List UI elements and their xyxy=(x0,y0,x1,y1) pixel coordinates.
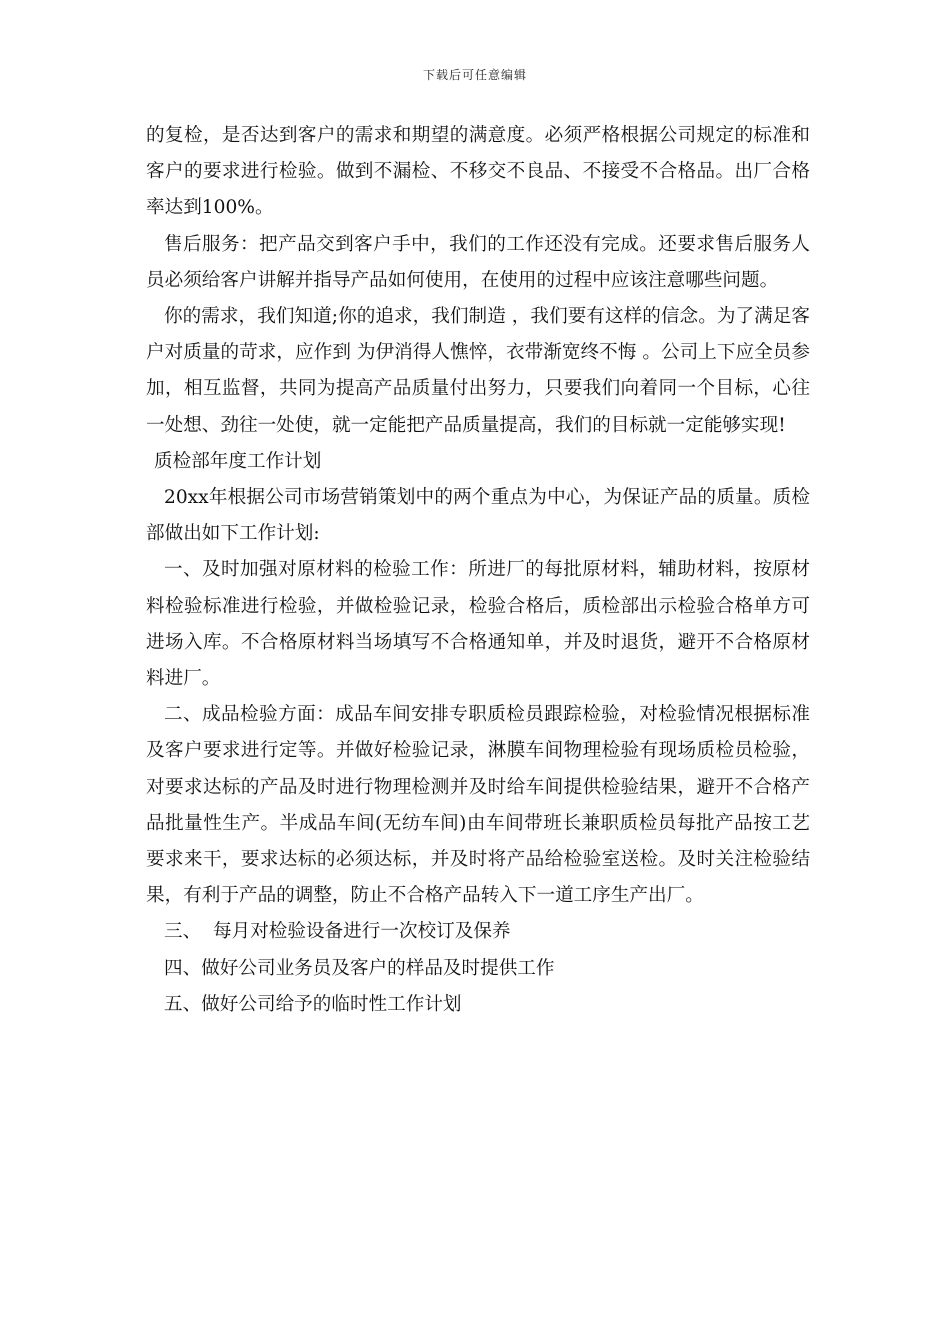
document-body xyxy=(146,118,810,1023)
plan-item-1: 一、及时加强对原材料的检验工作：所进厂的每批原材料，辅助材料，按原材料检验标准进行检验，并做检验记录，检验合格后，质检部出示检验合格单方可进场入库。不合格原材料当场填写不合格通知单，并及时退货，避开不合格原材料进厂。 xyxy=(146,559,810,690)
section-title: 质检部年度工作计划 xyxy=(154,450,322,472)
paragraph-after-sales: 售后服务：把产品交到客户手中，我们的工作还没有完成。还要求售后服务人员必须给客户讲解并指导产品如何使用，在使用的过程中应该注意哪些问题。 xyxy=(146,233,810,291)
paragraph-belief: 你的需求，我们知道;你的追求，我们制造 ，我们要有这样的信念。为了满足客户对质量的苛求，应作到 为伊消得人憔悴，衣带渐宽终不悔 。公司上下应全员参加，相互监督，共同为提高产品质量付出努力，只要我们向着同一个目标，心往一处想、劲往一处使，就一定能把产品质量提高，我们的目标就一定能够实现! xyxy=(146,306,810,436)
paragraph-plan-intro: 20xx年根据公司市场营销策划中的两个重点为中心，为保证产品的质量。质检部做出如下工作计划: xyxy=(146,487,810,545)
plan-item-3: 三、 每月对检验设备进行一次校订及保养 xyxy=(164,921,511,943)
plan-item-5: 五、做好公司给予的临时性工作计划 xyxy=(164,993,462,1015)
paragraph-quality-recheck: 的复检，是否达到客户的需求和期望的满意度。必须严格根据公司规定的标准和客户的要求进行检验。做到不漏检、不移交不良品、不接受不合格品。出厂合格率达到100%。 xyxy=(146,125,810,219)
page-header: 下载后可任意编辑 xyxy=(422,68,527,82)
plan-item-4: 四、做好公司业务员及客户的样品及时提供工作 xyxy=(164,957,555,979)
plan-item-2: 二、成品检验方面：成品车间安排专职质检员跟踪检验，对检验情况根据标准及客户要求进行定等。并做好检验记录，淋膜车间物理检验有现场质检员检验，对要求达标的产品及时进行物理检测并及时给车间提供检验结果，避开不合格产品批量性生产。半成品车间(无纺车间)由车间带班长兼职质检员每批产品按工艺要求来干，要求达标的必须达标，并及时将产品给检验室送检。及时关注检验结果，有利于产品的调整，防止不合格产品转入下一道工序生产出厂。 xyxy=(146,704,810,907)
